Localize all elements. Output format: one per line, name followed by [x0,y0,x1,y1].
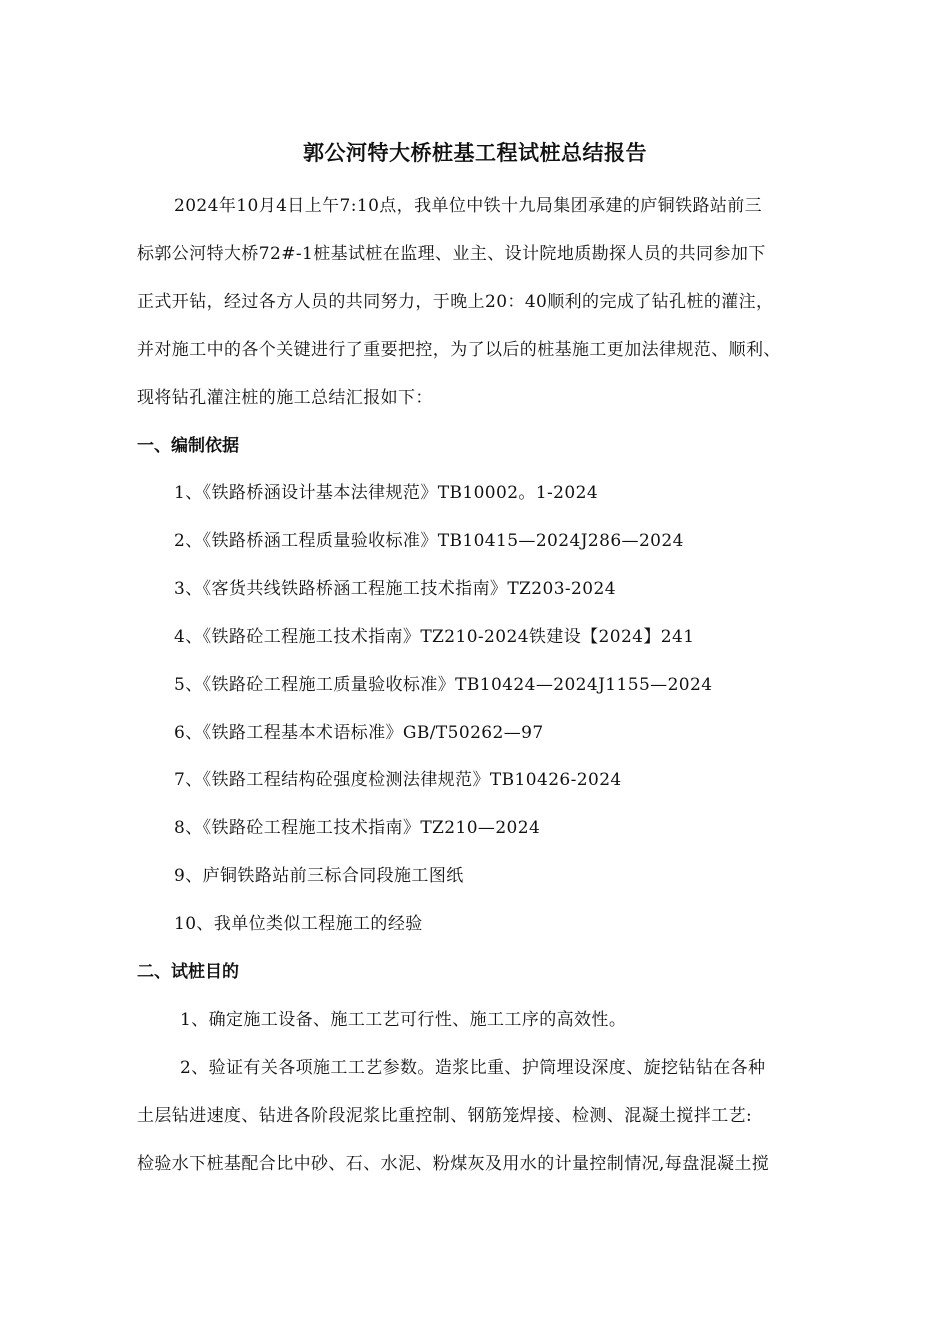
basis-item: 4、《铁路砼工程施工技术指南》TZ210-2024铁建设【2024】241 [174,627,695,647]
basis-item: 1、《铁路桥涵设计基本法律规范》TB10002。1-2024 [174,483,599,503]
basis-item: 6、《铁路工程基本术语标准》GB/T50262—97 [174,723,544,743]
section-heading-purpose: 二、试桩目的 [137,962,239,982]
basis-item: 10、我单位类似工程施工的经验 [174,914,423,934]
purpose-item-1: 1、确定施工设备、施工工艺可行性、施工工序的高效性。 [180,1010,627,1030]
basis-item: 3、《客货共线铁路桥涵工程施工技术指南》TZ203-2024 [174,579,616,599]
document-title: 郭公河特大桥桩基工程试桩总结报告 [303,141,647,165]
intro-line-4: 并对施工中的各个关键进行了重要把控，为了以后的桩基施工更加法律规范、顺利、 [137,340,781,360]
section-heading-basis: 一、编制依据 [137,436,239,456]
intro-line-5: 现将钻孔灌注桩的施工总结汇报如下： [137,388,433,408]
basis-item: 2、《铁路桥涵工程质量验收标准》TB10415—2024J286—2024 [174,531,684,551]
intro-line-2: 标郭公河特大桥72#-1桩基试桩在监理、业主、设计院地质勘探人员的共同参加下 [137,244,766,264]
purpose-item-2-line-3: 检验水下桩基配合比中砂、石、水泥、粉煤灰及用水的计量控制情况,每盘混凝土搅 [137,1154,770,1174]
intro-line-1: 2024年10月4日上午7:10点，我单位中铁十九局集团承建的庐铜铁路站前三 [174,196,763,216]
purpose-item-2-line-1: 2、验证有关各项施工工艺参数。造浆比重、护筒埋设深度、旋挖钻钻在各种 [180,1058,766,1078]
basis-item: 8、《铁路砼工程施工技术指南》TZ210—2024 [174,818,541,838]
purpose-item-2-line-2: 土层钻进速度、钻进各阶段泥浆比重控制、钢筋笼焊接、检测、混凝土搅拌工艺: [137,1106,753,1126]
intro-line-3: 正式开钻，经过各方人员的共同努力，于晚上20：40顺利的完成了钻孔桩的灌注， [137,292,774,312]
basis-item: 9、庐铜铁路站前三标合同段施工图纸 [174,866,464,886]
basis-item: 5、《铁路砼工程施工质量验收标准》TB10424—2024J1155—2024 [174,675,713,695]
basis-item: 7、《铁路工程结构砼强度检测法律规范》TB10426-2024 [174,770,622,790]
